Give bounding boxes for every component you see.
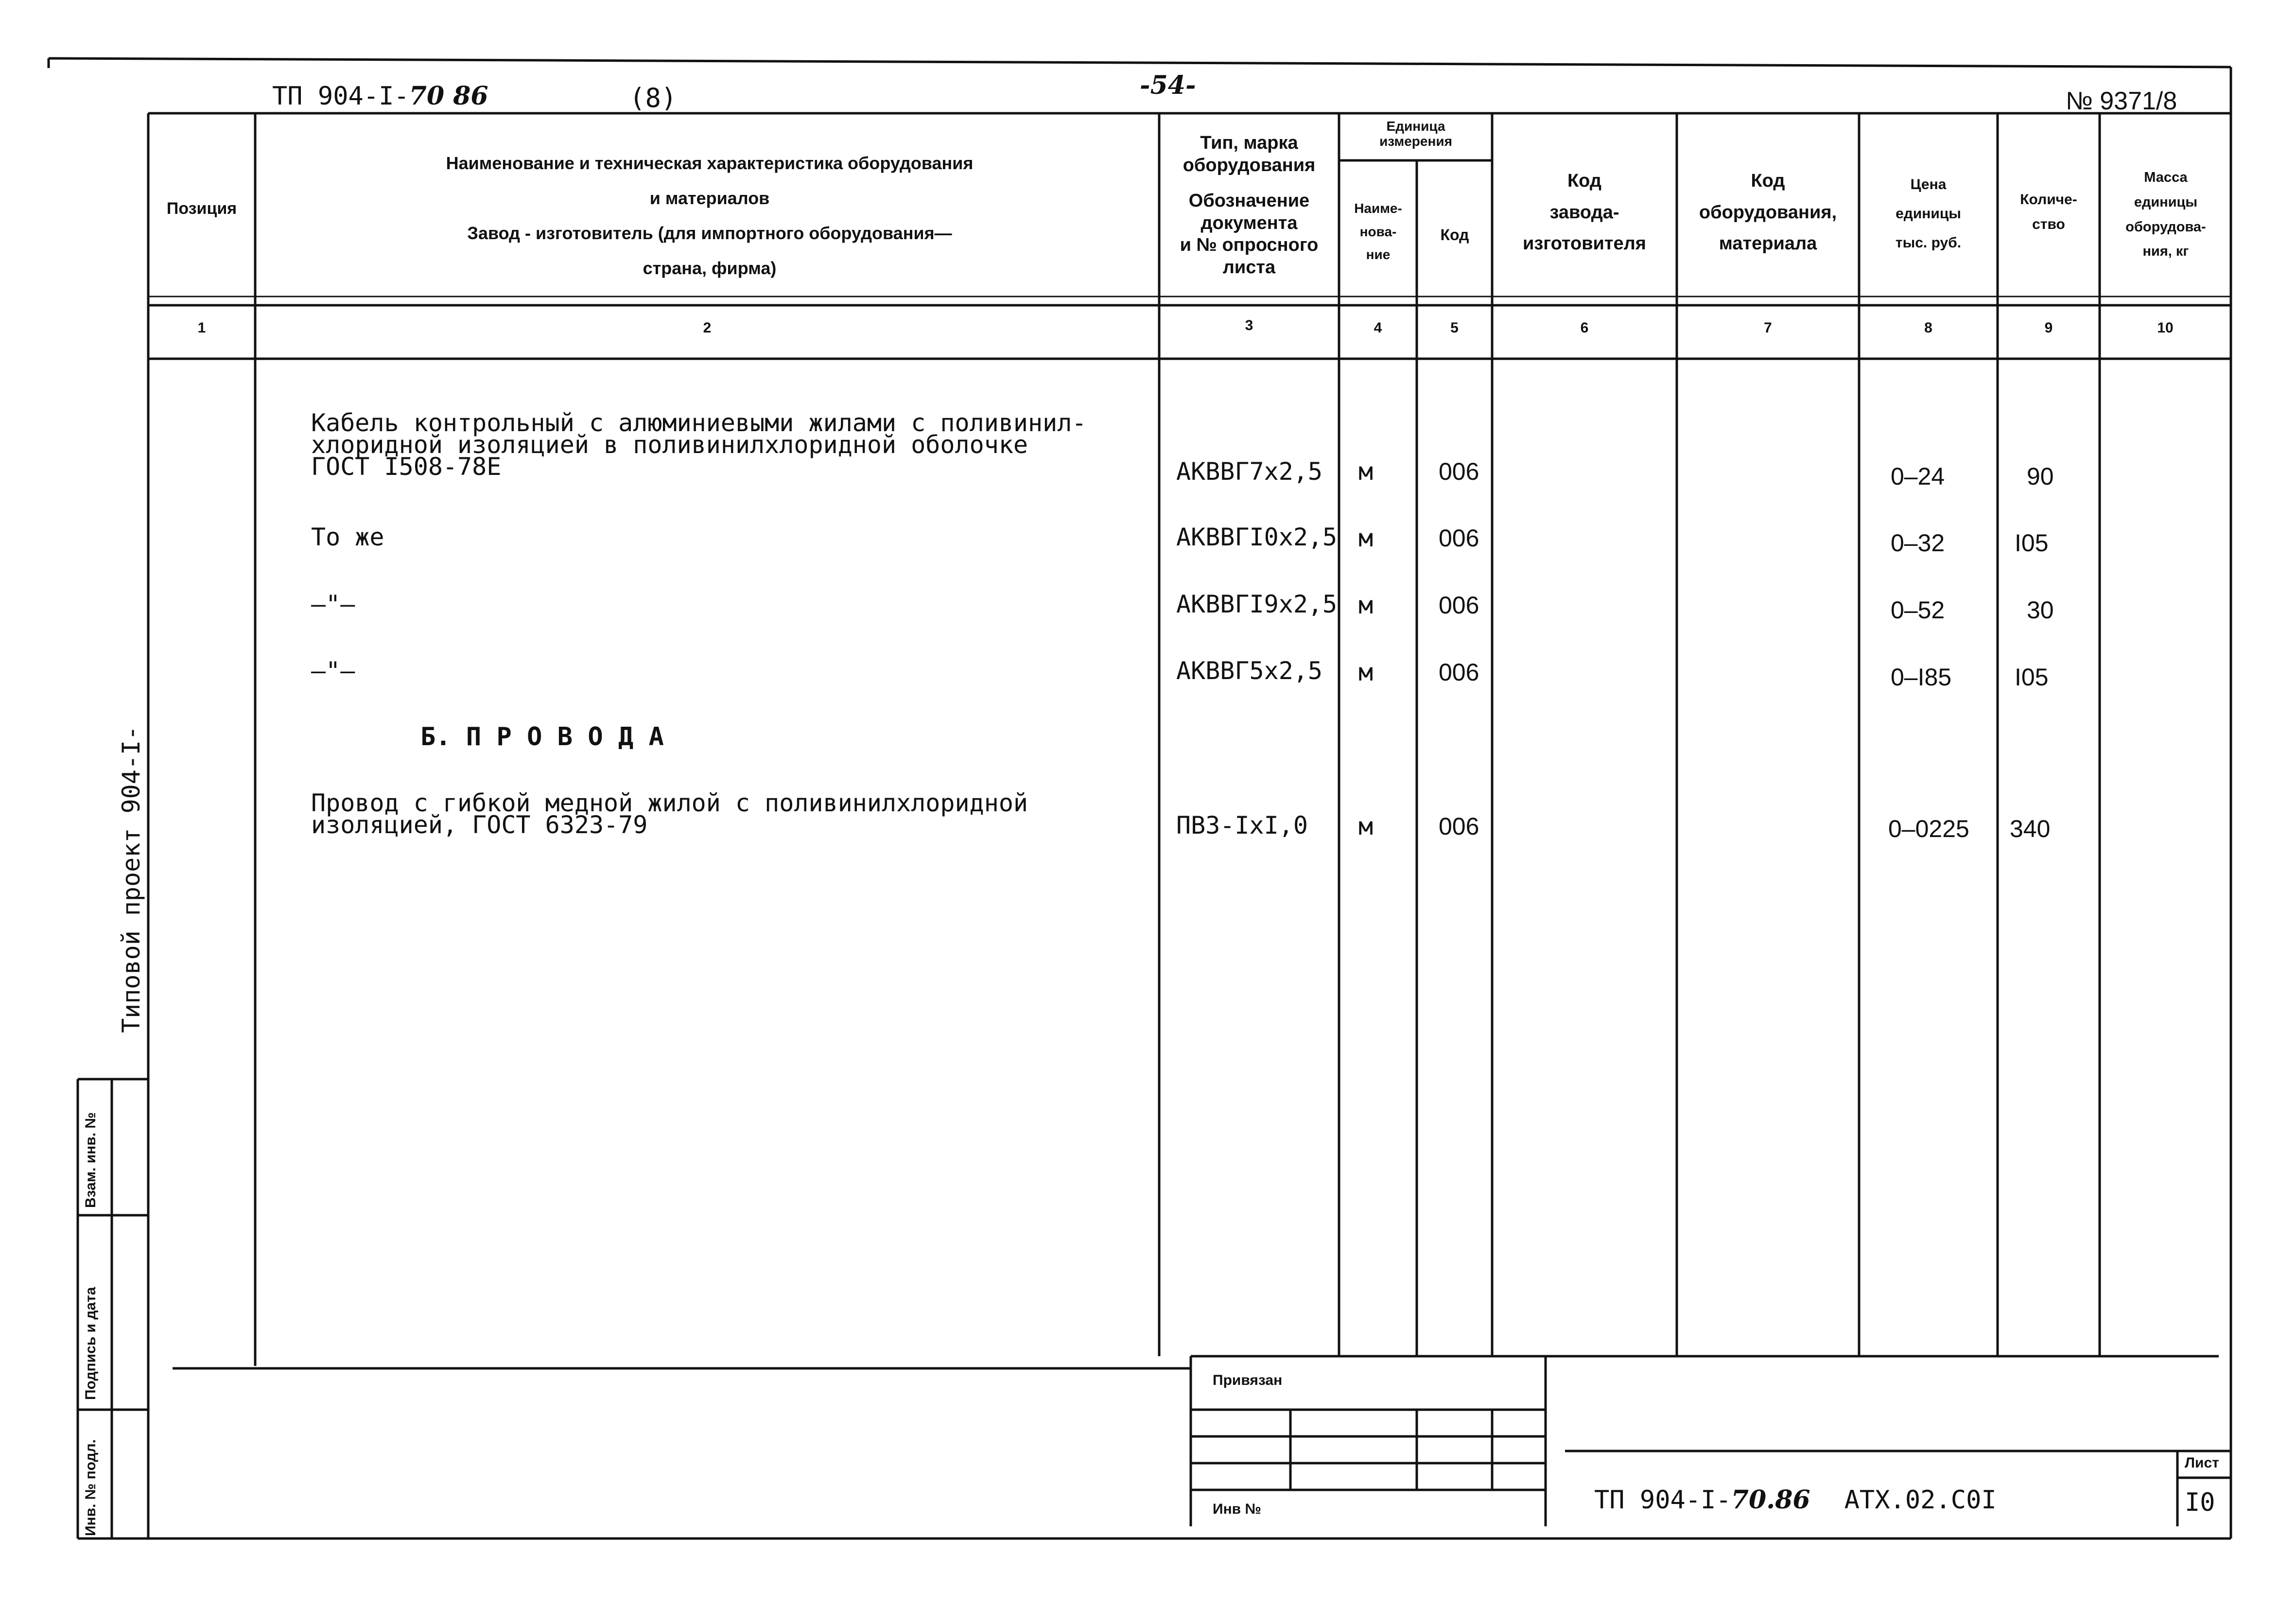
sheet-marker: (8) xyxy=(629,83,677,113)
row-3-type: АКВВГI9х2,5 xyxy=(1176,590,1338,618)
row-2-unit: м xyxy=(1358,524,1374,552)
col-header-2: Наименование и техническая характеристика оборудования и материалов Завод - изготовитель (для импортного оборудования— страна, фирма) xyxy=(446,153,974,278)
col-number-9: 9 xyxy=(2044,320,2053,336)
col-number-10: 10 xyxy=(2157,320,2174,336)
col-header-7: Код оборудования, материала xyxy=(1699,171,1837,254)
project-code-prefix: ТП 904-I- xyxy=(272,82,409,111)
stamp-code: ТП 904-I-70.86 АТХ.02.С0I xyxy=(1594,1485,1997,1515)
row-4-code: 006 xyxy=(1439,659,1479,686)
row-5-type: ПВ3-IхI,0 xyxy=(1176,811,1308,839)
col-header-10: Масса единицы оборудова- ния, кг xyxy=(2125,170,2206,260)
col-number-3: 3 xyxy=(1245,317,1253,333)
row-3-code: 006 xyxy=(1439,592,1479,619)
margin-project-label: Типовой проект 904-I- xyxy=(117,725,145,1033)
col-number-5: 5 xyxy=(1450,320,1459,336)
row-3-price: 0–52 xyxy=(1891,596,1945,624)
col-number-6: 6 xyxy=(1580,320,1589,336)
section-title: Б. П Р О В О Д А xyxy=(420,722,664,752)
col-header-5: Код xyxy=(1440,226,1469,244)
row-2-name: То же xyxy=(311,523,384,551)
row-5-code: 006 xyxy=(1439,813,1479,840)
row-5-name: Провод с гибкой медной жилой с поливинилхлоридной изоляцией, ГОСТ 6323-79 xyxy=(311,789,1028,839)
row-2-price: 0–32 xyxy=(1891,529,1945,557)
col-header-8: Цена единицы тыс. руб. xyxy=(1895,176,1962,251)
row-4-name: –"– xyxy=(311,657,355,685)
project-code xyxy=(272,81,488,111)
margin-podpis-label: Подпись и дата xyxy=(83,1287,99,1400)
row-5-qty: 340 xyxy=(2010,815,2051,842)
row-2-qty: I05 xyxy=(2015,529,2049,557)
stamp-inv-no: Инв № xyxy=(1213,1501,1261,1517)
col-number-4: 4 xyxy=(1374,320,1382,336)
margin-inv-podl-label: Инв. № подл. xyxy=(83,1439,99,1536)
col-header-unit-group: Единица измерения xyxy=(1379,119,1452,149)
row-2-type: АКВВГI0х2,5 xyxy=(1176,523,1338,551)
row-4-unit: м xyxy=(1358,658,1374,686)
row-1-code: 006 xyxy=(1439,458,1479,485)
row-5-unit: м xyxy=(1358,812,1374,840)
row-3-name: –"– xyxy=(311,590,355,618)
col-number-1: 1 xyxy=(197,320,206,336)
row-3-qty: 30 xyxy=(2027,596,2054,624)
row-5-price: 0–0225 xyxy=(1888,815,1969,842)
margin-vzam-label: Взам. инв. № xyxy=(83,1112,99,1208)
stamp-sheet-number: I0 xyxy=(2185,1488,2215,1517)
row-1-price: 0–24 xyxy=(1891,463,1945,490)
stamp-sheet-label: Лист xyxy=(2185,1455,2219,1471)
stamp-privyazan: Привязан xyxy=(1213,1372,1283,1388)
row-4-type: АКВВГ5х2,5 xyxy=(1176,657,1323,685)
col-number-7: 7 xyxy=(1764,320,1772,336)
col-header-6: Код завода- изготовителя xyxy=(1523,171,1646,254)
col-header-9: Количе- ство xyxy=(2020,192,2077,232)
row-4-price: 0–I85 xyxy=(1891,664,1952,691)
col-number-8: 8 xyxy=(1924,320,1932,336)
row-1-unit: м xyxy=(1358,457,1374,486)
row-4-qty: I05 xyxy=(2015,664,2049,691)
col-number-2: 2 xyxy=(703,320,712,336)
row-2-code: 006 xyxy=(1439,524,1479,552)
row-1-type: АКВВГ7х2,5 xyxy=(1176,457,1323,486)
col-header-1: Позиция xyxy=(166,199,237,218)
doc-number: № 9371/8 xyxy=(2066,87,2177,115)
page-number: -54- xyxy=(1140,70,1196,100)
project-code-hand: 70 86 xyxy=(409,81,488,111)
col-header-3: Тип, марка оборудования Обозначение документа и № опросного листа xyxy=(1180,133,1319,278)
row-1-qty: 90 xyxy=(2027,463,2054,490)
row-3-unit: м xyxy=(1358,591,1374,619)
col-header-4: Наиме- нова- ние xyxy=(1354,201,1402,262)
row-1-name: Кабель контрольный с алюминиевыми жилами с поливинил- хлоридной изоляцией в поливинилхлоридной оболочке ГОСТ I508-78Е xyxy=(311,409,1087,481)
